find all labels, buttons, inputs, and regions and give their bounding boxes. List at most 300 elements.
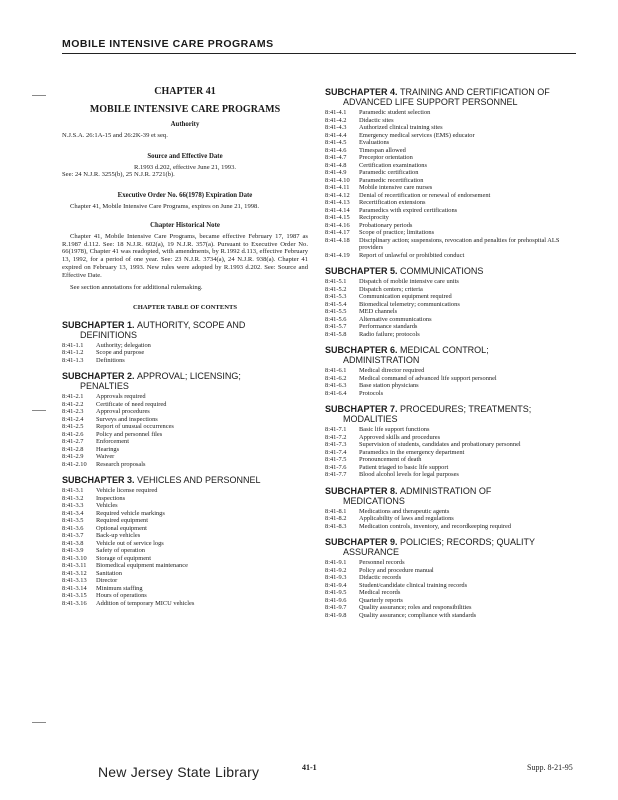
section-number: 8:41-2.7: [62, 438, 84, 446]
subchapter-title-cont: MODALITIES: [343, 414, 398, 424]
toc-entry: [325, 184, 577, 192]
section-number: 8:41-7.3: [325, 441, 347, 448]
toc-entry: [62, 408, 308, 416]
toc-entry: [62, 547, 308, 555]
section-title: Quality assurance; roles and responsibilities: [359, 604, 472, 611]
section-title: Biomedical equipment maintenance: [96, 562, 188, 570]
section-number: 8:41-3.8: [62, 539, 84, 547]
section-number: 8:41-4.15: [325, 214, 350, 221]
spacer: [325, 338, 577, 345]
section-title: Safety of operation: [96, 547, 145, 555]
section-number: 8:41-6.2: [325, 374, 347, 382]
section-number: 8:41-8.2: [325, 515, 347, 522]
section-number: 8:41-5.7: [325, 323, 347, 330]
section-title: Quality assurance; compliance with standards: [359, 611, 477, 619]
section-number: 8:41-3.5: [62, 517, 84, 525]
section-title: Radio failure; protocols: [359, 330, 420, 338]
authority-heading: Authority: [170, 121, 200, 129]
section-title: Patient triaged to basic life support: [359, 463, 449, 471]
spacer: [325, 259, 577, 266]
toc-entry: [325, 229, 577, 237]
subchapter-number: SUBCHAPTER 3.: [62, 475, 138, 486]
left-column: [62, 88, 308, 614]
section-number: 8:41-9.1: [325, 559, 347, 566]
section-number: 8:41-3.10: [62, 554, 87, 562]
section-number: 8:41-9.6: [325, 596, 347, 604]
toc-entry: [325, 331, 577, 339]
section-title: Protocols: [359, 389, 384, 397]
section-title: Dispatch of mobile intensive care units: [359, 278, 459, 285]
toc-entry: [62, 525, 308, 533]
section-number: 8:41-4.7: [325, 154, 347, 161]
toc-entry: [325, 278, 577, 286]
section-title: Authority; delegation: [96, 341, 151, 349]
subchapter-heading: [62, 371, 308, 391]
section-title: Biomedical telemetry; communications: [359, 300, 460, 308]
subchapter-number: SUBCHAPTER 6.: [325, 345, 401, 355]
section-title: Definitions: [96, 356, 125, 364]
section-title: Scope of practice; limitations: [359, 229, 435, 236]
toc-entry: [325, 139, 577, 147]
section-title: Emergency medical services (EMS) educator: [359, 131, 475, 139]
toc-entry: [62, 577, 308, 585]
section-number: 8:41-3.9: [62, 547, 84, 555]
subchapter-title: TRAINING AND CERTIFICATION OF: [400, 87, 550, 97]
subchapter-title-cont: ADVANCED LIFE SUPPORT PERSONNEL: [343, 97, 518, 107]
section-title: Quarterly reports: [359, 596, 403, 604]
section-title: Communication equipment required: [359, 293, 452, 300]
section-number: 8:41-4.4: [325, 131, 347, 139]
margin-mark: [32, 722, 46, 723]
section-number: 8:41-2.5: [62, 423, 84, 431]
section-title: Performance standards: [359, 323, 418, 330]
section-title: Policy and personnel files: [96, 430, 163, 438]
toc-entry: [325, 574, 577, 582]
toc-entry: [62, 453, 308, 461]
section-number: 8:41-2.6: [62, 430, 84, 438]
exec-order-heading: Executive Order No. 66(1978) Expiration Date: [117, 191, 253, 199]
section-number: 8:41-5.6: [325, 315, 347, 323]
toc-entry: [62, 393, 308, 401]
section-number: 8:41-1.2: [62, 349, 84, 357]
toc-entry: [325, 426, 577, 434]
toc-entry: [62, 600, 308, 608]
toc-entry: [62, 585, 308, 593]
section-number: 8:41-9.4: [325, 581, 347, 589]
section-title: Storage of equipment: [96, 554, 152, 562]
section-number: 8:41-7.4: [325, 448, 347, 456]
subchapter-number: SUBCHAPTER 4.: [325, 87, 401, 97]
section-title: Didactic records: [359, 574, 402, 581]
subchapter-title: POLICIES; RECORDS; QUALITY: [400, 537, 536, 547]
section-number: 8:41-5.8: [325, 330, 347, 338]
subchapter-title: MEDICAL CONTROL;: [400, 345, 489, 355]
section-number: 8:41-3.1: [62, 487, 84, 495]
section-number: 8:41-9.5: [325, 589, 347, 596]
subchapter-number: SUBCHAPTER 5.: [325, 266, 401, 276]
toc-heading: CHAPTER TABLE OF CONTENTS: [132, 303, 238, 311]
toc-entry: [62, 555, 308, 563]
subchapter-number: SUBCHAPTER 8.: [325, 485, 401, 496]
section-title: Enforcement: [96, 438, 130, 446]
section-number: 8:41-3.16: [62, 599, 87, 607]
supplement-date: Supp. 8-21-95: [527, 763, 573, 772]
subchapter-number: SUBCHAPTER 1.: [62, 319, 138, 330]
section-number: 8:41-9.7: [325, 604, 347, 611]
toc-entry: [325, 293, 577, 301]
section-number: 8:41-9.3: [325, 574, 347, 581]
subchapter-heading: [325, 404, 577, 424]
toc-entry: [325, 222, 577, 230]
section-title: Report of unusual occurrences: [96, 423, 174, 431]
margin-mark: [32, 95, 46, 96]
toc-entry: [62, 592, 308, 600]
section-number: 8:41-4.13: [325, 199, 350, 206]
section-number: 8:41-4.17: [325, 229, 350, 236]
right-column: [325, 87, 577, 626]
subchapter-title-line: [62, 475, 308, 485]
toc-entry: [325, 382, 577, 390]
toc-entry: [325, 117, 577, 125]
toc-entry: [325, 109, 577, 117]
section-title: Supervision of students, candidates and probationary personnel: [359, 441, 521, 448]
toc-entry: [325, 162, 577, 170]
section-number: 8:41-4.6: [325, 146, 347, 154]
subchapter-heading: [325, 266, 577, 276]
toc-entry: [62, 510, 308, 518]
subchapter-heading: [62, 320, 308, 340]
section-number: 8:41-4.3: [325, 124, 347, 131]
section-number: 8:41-4.9: [325, 169, 347, 176]
toc-entry: [325, 199, 577, 207]
section-number: 8:41-5.4: [325, 300, 347, 308]
subchapter-number: SUBCHAPTER 9.: [325, 537, 401, 547]
subchapter-title-line: [325, 87, 577, 97]
subchapter-title-line: [325, 345, 577, 355]
toc-entry: [325, 147, 577, 155]
subchapter-title: VEHICLES AND PERSONNEL: [137, 475, 261, 486]
spacer: [62, 364, 308, 371]
section-title: Paramedic recertification: [359, 176, 424, 184]
history-heading: Chapter Historical Note: [150, 222, 220, 230]
exec-order-text: Chapter 41, Mobile Intensive Care Programs, expires on June 21, 1998.: [70, 202, 259, 210]
toc-entry: [325, 471, 577, 479]
subchapter-number: SUBCHAPTER 7.: [325, 404, 401, 414]
section-number: 8:41-3.7: [62, 532, 84, 540]
section-title: Medical director required: [359, 367, 425, 374]
toc-entry: [325, 464, 577, 472]
subchapter-title-cont: DEFINITIONS: [80, 329, 138, 340]
section-title: Approval procedures: [96, 408, 150, 416]
section-number: 8:41-1.3: [62, 356, 84, 364]
section-number: 8:41-4.8: [325, 161, 347, 169]
section-number: 8:41-3.12: [62, 569, 87, 577]
toc-entry: [325, 515, 577, 523]
subchapter-title: COMMUNICATIONS: [400, 266, 484, 276]
section-title: Blood alcohol levels for legal purposes: [359, 471, 459, 478]
section-number: 8:41-3.6: [62, 524, 84, 532]
section-number: 8:41-2.2: [62, 400, 84, 408]
toc-entry: [325, 612, 577, 620]
section-number: 8:41-4.18: [325, 236, 350, 244]
running-header: MOBILE INTENSIVE CARE PROGRAMS: [62, 38, 274, 50]
section-title: Timespan allowed: [359, 146, 406, 154]
spacer: [62, 468, 308, 475]
toc-entry: [325, 237, 577, 252]
section-title: Hours of operations: [96, 592, 147, 600]
authority-text: N.J.S.A. 26:1A-15 and 26:2K-39 et seq.: [62, 132, 168, 140]
section-title: Approvals required: [96, 393, 146, 401]
toc-entry: [62, 357, 308, 365]
section-title: Student/candidate clinical training records: [359, 581, 468, 589]
section-number: 8:41-5.3: [325, 293, 347, 300]
toc-entry: [62, 517, 308, 525]
section-number: 8:41-5.1: [325, 278, 347, 285]
section-number: 8:41-8.3: [325, 522, 347, 530]
page-number: 41-1: [302, 763, 317, 772]
section-number: 8:41-7.5: [325, 456, 347, 463]
toc-entry: [325, 367, 577, 375]
section-title: Base station physicians: [359, 382, 419, 389]
toc-entry: [325, 441, 577, 449]
section-number: 8:41-6.1: [325, 367, 347, 374]
section-number: 8:41-2.4: [62, 415, 84, 423]
section-title: Paramedic student selection: [359, 109, 431, 116]
section-number: 8:41-8.1: [325, 507, 347, 515]
toc-entry: [325, 169, 577, 177]
toc-entry: [325, 589, 577, 597]
toc-entry: [325, 124, 577, 132]
section-title: Inspections: [96, 494, 126, 502]
toc-entry: [325, 207, 577, 215]
section-title: Required vehicle markings: [96, 509, 165, 517]
section-title: Alternative communications: [359, 315, 432, 323]
section-title: Paramedics in the emergency department: [359, 448, 465, 456]
toc-entry: [325, 375, 577, 383]
subchapter-title-cont: MEDICATIONS: [343, 495, 405, 506]
section-title: Sanitation: [96, 569, 122, 577]
subchapter-title: ADMINISTRATION OF: [400, 485, 492, 496]
section-number: 8:41-5.5: [325, 308, 347, 315]
toc-entry: [325, 316, 577, 324]
spacer: [62, 607, 308, 614]
section-title: Preceptor orientation: [359, 154, 413, 161]
section-title: Minimum staffing: [96, 584, 143, 592]
section-number: 8:41-4.1: [325, 109, 347, 116]
section-title: Required equipment: [96, 517, 148, 525]
section-title: Waiver: [96, 453, 115, 461]
section-title: Certification examinations: [359, 161, 427, 169]
section-number: 8:41-2.9: [62, 453, 84, 461]
section-title: Vehicle out of service logs: [96, 539, 164, 547]
toc-entry: [62, 416, 308, 424]
subchapter-heading: [325, 345, 577, 365]
section-title: Medical command of advanced life support personnel: [359, 374, 497, 382]
section-number: 8:41-5.2: [325, 285, 347, 293]
section-title: Recertification extensions: [359, 199, 426, 206]
section-title: Paramedics with expired certifications: [359, 206, 458, 214]
section-number: 8:41-4.2: [325, 116, 347, 124]
toc-entry: [62, 570, 308, 578]
section-number: 8:41-4.19: [325, 251, 350, 259]
source-text-2: See: 24 N.J.R. 3255(b), 25 N.J.R. 2721(b).: [62, 171, 175, 179]
section-title: Personnel records: [359, 559, 405, 566]
toc-entry: [62, 431, 308, 439]
toc-entry: [325, 252, 577, 260]
toc-entry: [325, 192, 577, 200]
section-title: Reciprocity: [359, 214, 389, 221]
toc-entry: [325, 597, 577, 605]
subchapter-title-cont: ASSURANCE: [343, 547, 400, 557]
toc-entry: [325, 567, 577, 575]
section-number: 8:41-3.4: [62, 509, 84, 517]
toc-entry: [325, 523, 577, 531]
toc-entry: [62, 540, 308, 548]
subchapter-number: SUBCHAPTER 2.: [62, 371, 138, 382]
toc-entry: [62, 532, 308, 540]
toc-entry: [325, 323, 577, 331]
toc-entry: [325, 604, 577, 612]
toc-entry: [62, 401, 308, 409]
section-title: Vehicles: [96, 502, 118, 510]
toc-entry: [325, 456, 577, 464]
section-title: Medication controls, inventory, and recordkeeping required: [359, 522, 512, 530]
section-title: Vehicle license required: [96, 487, 158, 495]
toc-entry: [325, 214, 577, 222]
section-number: 8:41-4.11: [325, 184, 350, 191]
subchapter-title-line: [325, 266, 577, 276]
toc-entry: [62, 423, 308, 431]
toc-entry: [325, 154, 577, 162]
section-number: 8:41-4.16: [325, 221, 350, 229]
section-number: 8:41-2.10: [62, 460, 87, 468]
section-title: Hearings: [96, 445, 120, 453]
subchapter-heading: [325, 87, 577, 107]
section-title: Paramedic certification: [359, 169, 419, 176]
toc-entry: [325, 508, 577, 516]
section-title: Back-up vehicles: [96, 532, 141, 540]
section-number: 8:41-3.15: [62, 592, 87, 600]
section-number: 8:41-3.14: [62, 584, 87, 592]
section-number: 8:41-3.2: [62, 494, 84, 502]
toc-entry: [325, 434, 577, 442]
section-title: Scope and purpose: [96, 349, 145, 357]
section-number: 8:41-7.7: [325, 471, 347, 478]
section-number: 8:41-2.3: [62, 408, 84, 416]
toc-entry: [325, 132, 577, 140]
toc-entry: [325, 449, 577, 457]
subchapter-heading: [325, 537, 577, 557]
subchapter-title: PROCEDURES; TREATMENTS;: [400, 404, 532, 414]
section-title: Dispatch centers; criteria: [359, 285, 423, 293]
toc-entry: [62, 461, 308, 469]
section-title: Addition of temporary MICU vehicles: [96, 599, 195, 607]
subchapter-heading: [325, 486, 577, 506]
margin-mark: [32, 410, 46, 411]
toc-entry: [62, 446, 308, 454]
section-title: Authorized clinical training sites: [359, 124, 443, 131]
section-number: 8:41-3.13: [62, 577, 87, 585]
section-number: 8:41-2.8: [62, 445, 84, 453]
section-number: 8:41-7.1: [325, 426, 347, 433]
section-title: Applicability of laws and regulations: [359, 515, 454, 522]
spacer: [325, 479, 577, 486]
history-text: Chapter 41, Mobile Intensive Care Programs, became effective February 17, 1987 as R.1987 d.112. See: 18 N.J.R. 602(a), 19 N.J.R. 357(a). Pursuant to Executive Order No. 66(1978), Chapter 41 was readopted, with amendments, by R.1992 d.113, effective February 13, 1992, for a period of one year. See: 23 N.J.R. 3734(a), 24 N.J.R. 938(a). Chapter 41 expired on February 13, 1993. New rules were adopted by R.1993 d.202. See: Source and Effective Date.: [62, 233, 308, 279]
section-title: Director: [96, 577, 118, 585]
subchapter-title-line: [325, 486, 577, 496]
section-number: 8:41-4.12: [325, 191, 350, 199]
spacer: [325, 619, 577, 626]
toc-entry: [325, 582, 577, 590]
section-title: Certificate of need required: [96, 400, 167, 408]
toc-entry: [62, 342, 308, 350]
spacer: [325, 530, 577, 537]
subchapter-title-line: [62, 371, 308, 381]
subchapter-title-cont: ADMINISTRATION: [343, 355, 420, 365]
section-title: Mobile intensive care nurses: [359, 184, 433, 191]
section-number: 8:41-4.5: [325, 139, 347, 146]
toc-entry: [62, 495, 308, 503]
toc-entry: [62, 438, 308, 446]
section-title: Medications and therapeutic agents: [359, 507, 450, 515]
section-number: 8:41-9.2: [325, 566, 347, 574]
toc-entry: [325, 301, 577, 309]
toc-entry: [62, 502, 308, 510]
section-title: Pronouncement of death: [359, 456, 422, 463]
toc-entry: [325, 390, 577, 398]
section-title: Policy and procedure manual: [359, 566, 434, 574]
chapter-title: MOBILE INTENSIVE CARE PROGRAMS: [89, 103, 281, 115]
section-title: MED channels: [359, 308, 398, 315]
section-number: 8:41-2.1: [62, 393, 84, 401]
section-title: Disciplinary action; suspensions, revocation and penalties for prehospital ALS providers: [359, 236, 560, 251]
section-title: Approved skills and procedures: [359, 433, 441, 441]
subchapter-heading: [62, 475, 308, 485]
section-title: Surveys and inspections: [96, 415, 158, 423]
section-number: 8:41-3.11: [62, 562, 87, 570]
subchapter-title-line: [62, 320, 308, 330]
section-number: 8:41-6.3: [325, 382, 347, 389]
toc-entry: [325, 559, 577, 567]
section-title: Basic life support functions: [359, 426, 430, 433]
section-number: 8:41-4.14: [325, 206, 350, 214]
section-title: Probationary periods: [359, 221, 413, 229]
toc-entry: [325, 308, 577, 316]
section-number: 8:41-3.3: [62, 502, 84, 510]
subchapter-title: AUTHORITY, SCOPE AND: [137, 319, 246, 330]
subchapter-title: APPROVAL; LICENSING;: [137, 371, 241, 382]
section-number: 8:41-7.2: [325, 433, 347, 441]
header-rule: [62, 53, 576, 54]
section-number: 8:41-9.8: [325, 611, 347, 619]
section-number: 8:41-4.10: [325, 176, 350, 184]
section-title: Denial of recertification or renewal of endorsement: [359, 191, 491, 199]
section-title: Research proposals: [96, 460, 146, 468]
toc-entry: [62, 349, 308, 357]
source-text-1: R.1993 d.202, effective June 21, 1993.: [133, 163, 237, 171]
source-heading: Source and Effective Date: [147, 152, 223, 160]
subchapter-title-line: [325, 537, 577, 547]
section-title: Optional equipment: [96, 524, 147, 532]
toc-entry: [62, 487, 308, 495]
spacer: [325, 397, 577, 404]
toc-entry: [62, 562, 308, 570]
toc-entry: [325, 286, 577, 294]
section-number: 8:41-7.6: [325, 463, 347, 471]
section-title: Medical records: [359, 589, 401, 596]
see-note: See section annotations for additional rulemaking.: [70, 284, 203, 292]
section-number: 8:41-1.1: [62, 341, 84, 349]
